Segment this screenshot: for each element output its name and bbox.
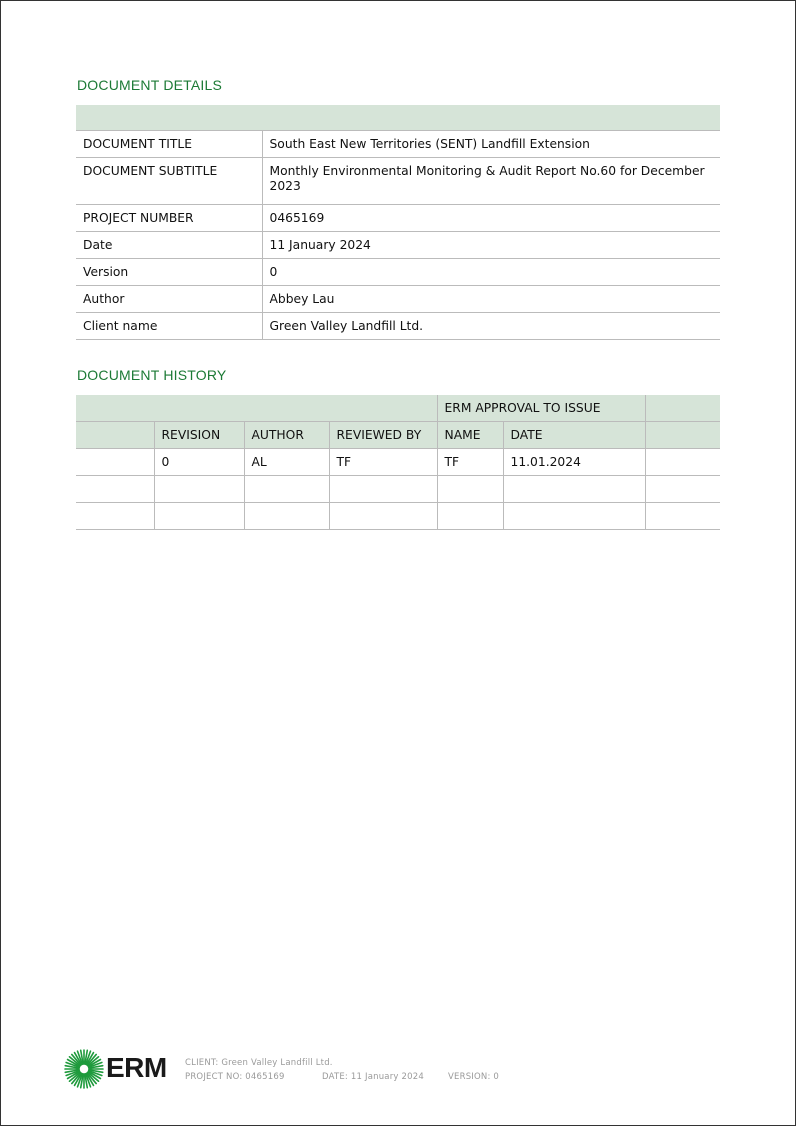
document-history-heading: DOCUMENT HISTORY [77, 367, 227, 383]
history-row [76, 476, 720, 503]
details-row [76, 259, 720, 286]
approval-header: ERM APPROVAL TO ISSUE [437, 395, 645, 422]
footer-client: CLIENT: Green Valley Landfill Ltd. [185, 1058, 333, 1068]
history-cell-author [244, 503, 329, 530]
column-header-revision: REVISION [154, 422, 244, 449]
history-cell-name [437, 503, 503, 530]
details-header-row [76, 105, 720, 131]
history-blank-cell [645, 395, 720, 422]
document-details-heading: DOCUMENT DETAILS [77, 77, 223, 93]
details-label: Client name [76, 313, 262, 340]
details-value: Abbey Lau [262, 286, 720, 313]
details-label: Version [76, 259, 262, 286]
history-cell-name: TF [437, 449, 503, 476]
history-cell-revision: 0 [154, 449, 244, 476]
history-cell-date [503, 476, 645, 503]
document-history-table [76, 395, 720, 530]
history-cell-revision [154, 476, 244, 503]
history-cell-date: 11.01.2024 [503, 449, 645, 476]
history-blank-cell [76, 503, 154, 530]
details-label: DOCUMENT SUBTITLE [76, 158, 262, 205]
details-row [76, 158, 720, 205]
history-cell-reviewed-by: TF [329, 449, 437, 476]
history-cell-author: AL [244, 449, 329, 476]
details-row [76, 232, 720, 259]
history-blank-cell [76, 422, 154, 449]
details-value: 11 January 2024 [262, 232, 720, 259]
erm-logo-icon [64, 1049, 104, 1089]
details-row [76, 313, 720, 340]
history-blank-cell [645, 476, 720, 503]
history-column-header-row [76, 422, 720, 449]
details-value: Green Valley Landfill Ltd. [262, 313, 720, 340]
history-blank-cell [645, 449, 720, 476]
history-blank-cell [76, 395, 437, 422]
details-value: 0465169 [262, 205, 720, 232]
column-header-name: NAME [437, 422, 503, 449]
details-label: Author [76, 286, 262, 313]
history-cell-author [244, 476, 329, 503]
details-label: DOCUMENT TITLE [76, 131, 262, 158]
details-value: 0 [262, 259, 720, 286]
details-value: Monthly Environmental Monitoring & Audit Report No.60 for December 2023 [262, 158, 720, 205]
column-header-reviewed-by: REVIEWED BY [329, 422, 437, 449]
footer-version: VERSION: 0 [448, 1072, 500, 1082]
history-blank-cell [645, 503, 720, 530]
history-row [76, 503, 720, 530]
footer-brand: ERM [106, 1052, 167, 1083]
history-cell-reviewed-by [329, 503, 437, 530]
details-label: PROJECT NUMBER [76, 205, 262, 232]
history-cell-name [437, 476, 503, 503]
details-row [76, 131, 720, 158]
details-label: Date [76, 232, 262, 259]
history-cell-revision [154, 503, 244, 530]
footer-date: DATE: 11 January 2024 [322, 1072, 424, 1082]
footer-project-no: PROJECT NO: 0465169 [185, 1072, 285, 1082]
column-header-date: DATE [503, 422, 645, 449]
history-row [76, 449, 720, 476]
history-cell-reviewed-by [329, 476, 437, 503]
history-cell-date [503, 503, 645, 530]
details-row [76, 286, 720, 313]
details-row [76, 205, 720, 232]
history-blank-cell [76, 449, 154, 476]
column-header-author: AUTHOR [244, 422, 329, 449]
history-blank-cell [645, 422, 720, 449]
document-details-table [76, 105, 720, 340]
history-blank-cell [76, 476, 154, 503]
history-approval-row [76, 395, 720, 422]
details-value: South East New Territories (SENT) Landfill Extension [262, 131, 720, 158]
